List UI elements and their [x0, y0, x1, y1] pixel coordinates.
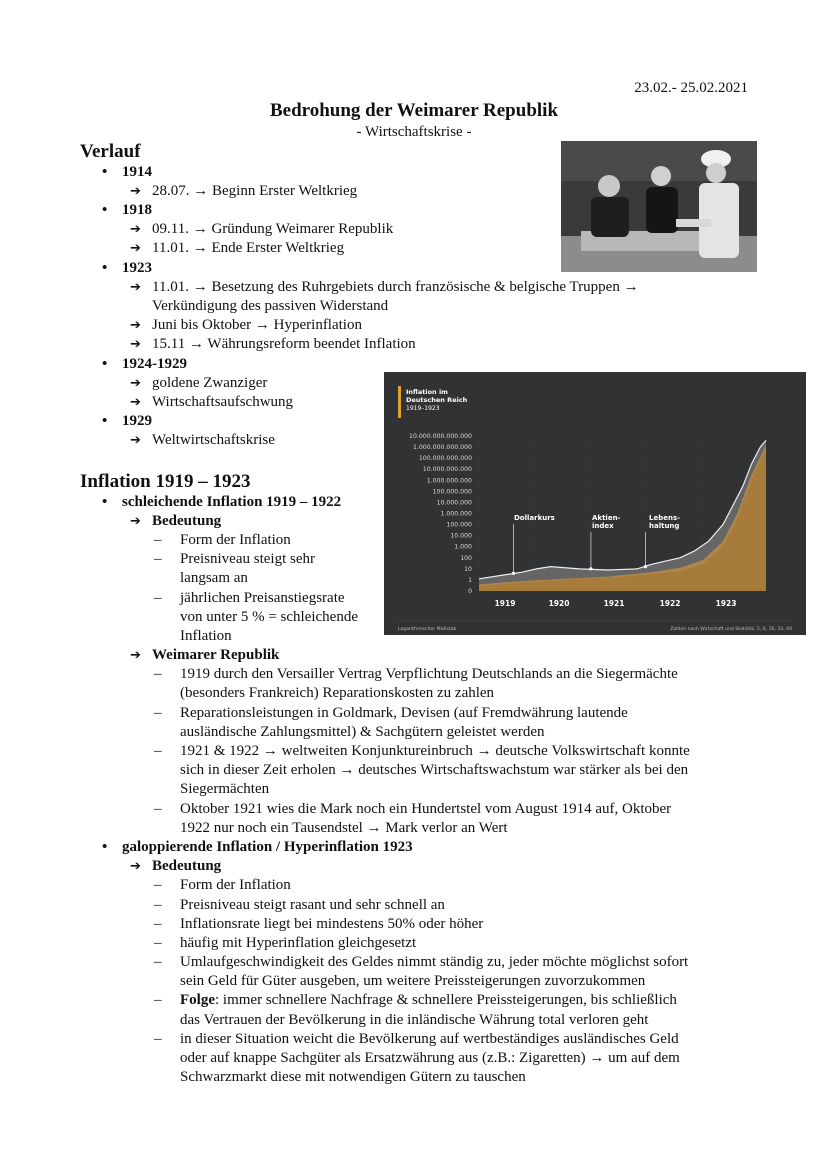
list-item-continued: das Vertrauen der Bevölkerung in die inländische Währung total verloren geht	[180, 1012, 649, 1028]
chart-y-tick-label: 100	[460, 554, 472, 562]
list-item: – Preisniveau steigt rasant und sehr schnell an	[154, 897, 445, 913]
chart-y-tick-label: 1.000.000.000.000	[412, 444, 472, 452]
chart-title-line: Inflation im	[406, 388, 448, 396]
list-item: – jährlichen Preisanstiegsrate	[154, 590, 345, 606]
arrow-right-icon: ➔	[130, 433, 141, 448]
list-item-continued: sein Geld für Güter ausgeben, um weitere Preissteigerungen zuvorzukommen	[180, 973, 646, 989]
list-item-continued: 1922 nur noch ein Tausendstel → Mark verlor an Wert	[180, 820, 508, 836]
inflation-chart	[384, 372, 806, 635]
chart-y-tick-label: 10	[464, 565, 472, 573]
verlauf-event: ➔ Weltwirtschaftskrise	[130, 432, 275, 448]
chart-y-tick-label: 0	[468, 588, 472, 595]
bullet: •	[102, 164, 108, 180]
document-title: Bedrohung der Weimarer Republik	[269, 100, 559, 121]
arrow-right-icon: ➔	[130, 376, 141, 391]
list-item: – Form der Inflation	[154, 532, 291, 548]
arrow-right-icon: ➔	[130, 184, 141, 199]
verlauf-year-1918: • 1918	[102, 202, 152, 218]
list-item: – 1919 durch den Versailler Vertrag Verpflichtung Deutschlands an die Siegermächte	[154, 666, 678, 682]
arrow-right-icon: ➔	[130, 648, 141, 663]
list-item: – Folge: immer schnellere Nachfrage & schnellere Preissteigerungen, bis schließlich	[154, 992, 677, 1008]
chart-y-tick-label: 1.000	[454, 543, 472, 551]
chart-y-tick-label: 100.000.000.000	[418, 455, 472, 463]
list-item-continued: (besonders Frankreich) Reparationskosten zu zahlen	[180, 685, 495, 701]
verlauf-event: ➔ Wirtschaftsaufschwung	[130, 394, 294, 410]
list-item: – Oktober 1921 wies die Mark noch ein Hundertstel vom August 1914 auf, Oktober	[154, 801, 672, 817]
series-point	[589, 567, 592, 570]
arrow-right-icon: ➔	[130, 222, 141, 237]
galopp-bedeutung-heading: ➔ Bedeutung	[130, 858, 222, 874]
chart-x-tick-label: 1922	[659, 599, 681, 608]
inflation-heading: Inflation 1919 – 1923	[80, 471, 251, 492]
list-item: – Umlaufgeschwindigkeit des Geldes nimmt ständig zu, jeder möchte möglichst sofort	[154, 954, 689, 970]
series-label: Lebens-	[649, 514, 681, 522]
series-label: haltung	[649, 522, 680, 530]
chart-x-tick-label: 1920	[548, 599, 570, 608]
arrow-right-icon: ➔	[130, 859, 141, 874]
list-item: – häufig mit Hyperinflation gleichgesetzt	[154, 935, 417, 951]
list-item: – Reparationsleistungen in Goldmark, Devisen (auf Fremdwährung lautende	[154, 705, 628, 721]
series-label: Dollarkurs	[514, 514, 555, 522]
verlauf-year-1924-1929: • 1924-1929	[102, 356, 187, 372]
verlauf-event: ➔ Juni bis Oktober → Hyperinflation	[130, 317, 362, 333]
arrow-right-icon: ➔	[130, 280, 141, 295]
verlauf-event: ➔ 15.11 → Währungsreform beendet Inflation	[130, 336, 416, 352]
verlauf-heading: Verlauf	[80, 141, 141, 162]
inflation-chart-svg	[384, 372, 806, 635]
chart-y-tick-label: 100.000.000	[432, 488, 472, 496]
verlauf-event: ➔ 11.01. → Besetzung des Ruhrgebiets durch französische & belgische Truppen →	[130, 279, 639, 295]
bullet: •	[102, 202, 108, 218]
list-item-continued: Siegermächten	[180, 781, 270, 797]
list-item: – Form der Inflation	[154, 877, 291, 893]
verlauf-event: ➔ 09.11. → Gründung Weimarer Republik	[130, 221, 394, 237]
chart-y-tick-label: 10.000.000.000	[422, 466, 472, 474]
verlauf-event-continued: Verkündigung des passiven Widerstand	[152, 298, 389, 314]
chart-x-tick-label: 1921	[603, 599, 625, 608]
list-item: – in dieser Situation weicht die Bevölkerung auf wertbeständiges ausländisches Geld	[154, 1031, 679, 1047]
list-item-continued: von unter 5 % = schleichende	[180, 609, 358, 625]
series-point	[512, 572, 515, 575]
chart-x-tick-label: 1923	[715, 599, 737, 608]
schleichend-heading: • schleichende Inflation 1919 – 1922	[102, 494, 342, 510]
chart-footer-left: Logarithmischer Maßstab	[398, 627, 457, 632]
chart-y-tick-label: 1.000.000	[440, 510, 472, 518]
arrow-right-icon: ➔	[130, 337, 141, 352]
list-item-continued: langsam an	[180, 570, 248, 586]
arrow-right-icon: ➔	[130, 395, 141, 410]
list-item: – 1921 & 1922 → weltweiten Konjunktureinbruch → deutsche Volkswirtschaft konnte	[154, 743, 690, 759]
verlauf-year-1929: • 1929	[102, 413, 152, 429]
weimar-heading: ➔ Weimarer Republik	[130, 647, 280, 663]
arrow-right-icon: ➔	[130, 318, 141, 333]
galopp-heading: • galoppierende Inflation / Hyperinflation 1923	[102, 839, 413, 855]
chart-title-line: Deutschen Reich	[406, 396, 468, 404]
verlauf-event: ➔ 28.07. → Beginn Erster Weltkrieg	[130, 183, 358, 199]
list-item-continued: sich in dieser Zeit erholen → deutsches Wirtschaftswachstum war stärker als bei den	[180, 762, 689, 778]
list-item: – Inflationsrate liegt bei mindestens 50% oder höher	[154, 916, 484, 932]
series-label: index	[592, 522, 614, 530]
chart-y-tick-label: 10.000	[450, 532, 472, 540]
chart-footer-right: Zahlen nach Wirtschaft und Statistik, 5, 6, 16, 33, 44	[670, 627, 792, 632]
arrow-right-icon: ➔	[130, 241, 141, 256]
chart-x-tick-label: 1919	[494, 599, 516, 608]
chart-title-line: 1919–1923	[406, 405, 440, 412]
verlauf-year-1914: • 1914	[102, 164, 152, 180]
list-item: – Preisniveau steigt sehr	[154, 551, 315, 567]
series-point	[644, 565, 647, 568]
document-subtitle: - Wirtschaftskrise -	[356, 124, 472, 140]
chart-y-tick-label: 10.000.000.000.000	[409, 433, 472, 440]
list-item-continued: ausländische Zahlungsmittel) & Sachgütern geleistet werden	[180, 724, 545, 740]
verlauf-year-1923: • 1923	[102, 260, 152, 276]
chart-y-tick-label: 100.000	[446, 521, 472, 529]
document-date: 23.02.- 25.02.2021	[634, 80, 748, 96]
list-item-continued: Schwarzmarkt diese mit notwendigen Gütern zu tauschen	[180, 1069, 526, 1085]
schleichend-bedeutung-heading: ➔ Bedeutung	[130, 513, 222, 529]
bullet: •	[102, 260, 108, 276]
arrow-right-icon: ➔	[130, 514, 141, 529]
chart-y-tick-label: 1.000.000.000	[426, 477, 472, 485]
list-item-continued: oder auf knappe Sachgüter als Ersatzwährung aus (z.B.: Zigaretten) → um auf dem	[180, 1050, 680, 1066]
bullet: •	[102, 413, 108, 429]
verlauf-event: ➔ 11.01. → Ende Erster Weltkrieg	[130, 240, 345, 256]
chart-y-tick-label: 10.000.000	[436, 499, 472, 507]
bullet: •	[102, 356, 108, 372]
bullet: •	[102, 839, 108, 855]
series-label: Aktien-	[592, 514, 621, 522]
chart-title-bar	[398, 386, 401, 418]
bullet: •	[102, 494, 108, 510]
historical-photo	[561, 141, 757, 272]
chart-y-tick-label: 1	[468, 576, 472, 584]
list-item-continued: Inflation	[180, 628, 232, 644]
verlauf-event: ➔ goldene Zwanziger	[130, 375, 268, 391]
